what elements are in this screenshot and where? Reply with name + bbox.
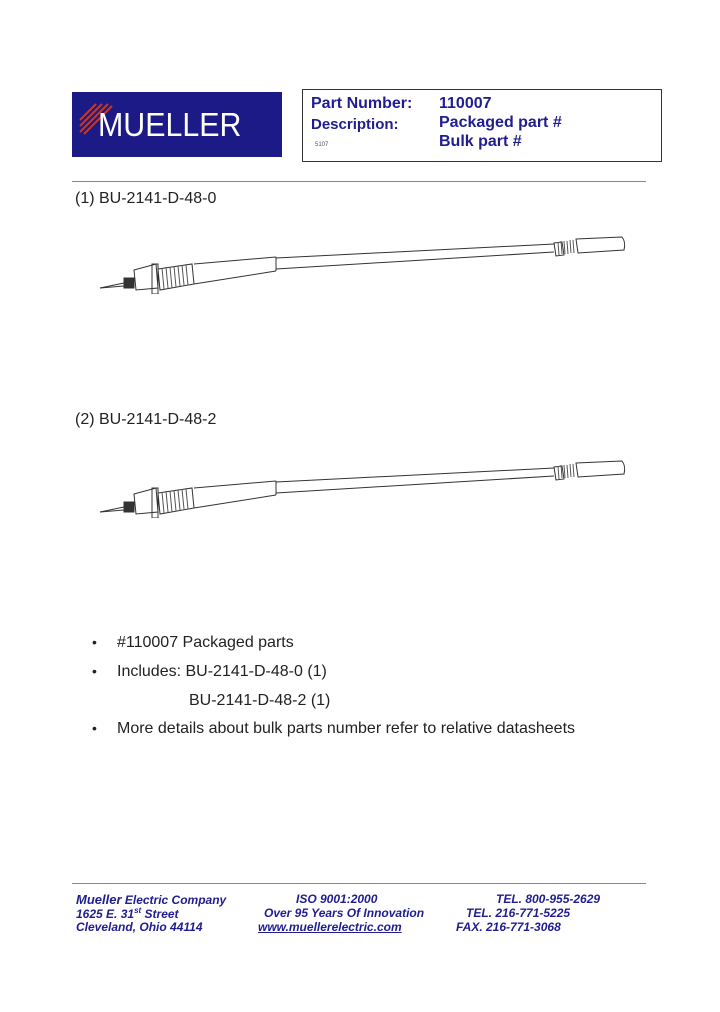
street-number: 1625 E. 31 [76,907,135,921]
footer-tel-local: TEL. 216-771-5225 [466,906,571,920]
company-name-rest: Electric Company [121,893,227,907]
footer-divider [72,883,646,884]
part-info-box [302,89,662,162]
part-number-label: Part Number: [311,95,413,112]
bullet-includes-second: BU-2141-D-48-2 (1) [189,692,331,709]
footer-website[interactable] [258,920,402,934]
item-2-label: (2) BU-2141-D-48-2 [75,411,217,428]
company-name-bold: Mueller [76,892,122,907]
bullet-more-details: More details about bulk parts number refer to relative datasheets [117,720,576,737]
small-note: 5107 [315,142,329,148]
footer-street [76,906,179,921]
test-probe-1-image [96,234,632,294]
part-number-value: 110007 [439,95,492,112]
bullet-marker: • [92,720,97,736]
footer-tel-tollfree: TEL. 800-955-2629 [496,892,601,906]
test-probe-2-image [96,458,632,518]
street-name: Street [141,907,179,921]
mueller-logo [72,92,282,157]
item-1-label: (1) BU-2141-D-48-0 [75,190,217,207]
packaged-part-label: Packaged part # [439,114,562,131]
website-link[interactable]: www.muellerelectric.com [258,920,402,934]
footer-iso: ISO 9001:2000 [296,892,378,906]
bullet-includes: Includes: BU-2141-D-48-0 (1) [117,663,327,680]
footer-city: Cleveland, Ohio 44114 [76,920,203,934]
footer-years: Over 95 Years Of Innovation [264,906,425,920]
street-suffix: st [134,906,142,915]
bullet-packaged-parts: #110007 Packaged parts [117,634,294,651]
footer-company [76,892,226,907]
footer-fax: FAX. 216-771-3068 [456,920,561,934]
top-divider [72,181,646,182]
description-label: Description: [311,116,399,133]
bulk-part-label: Bulk part # [439,133,522,150]
logo-text: MUELLER [98,106,242,143]
bullet-marker: • [92,663,97,679]
bullet-marker: • [92,634,97,650]
